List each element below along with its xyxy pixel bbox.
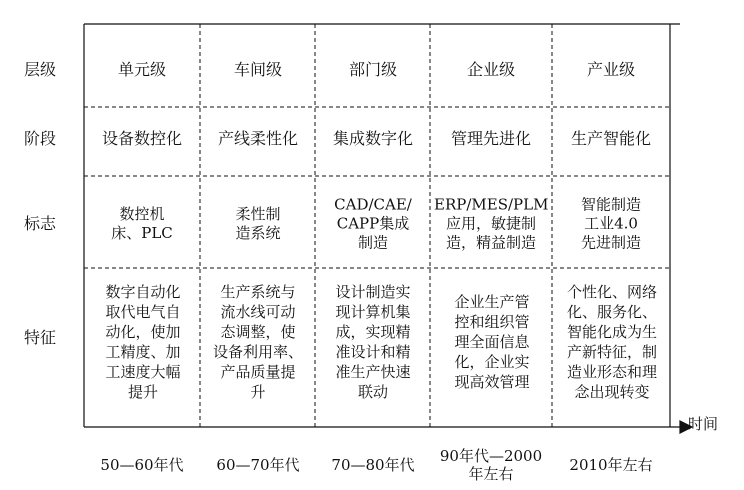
time-label-3: 70—80年代 [331, 456, 415, 474]
time-label-2: 60—70年代 [216, 456, 300, 474]
time-label-1: 50—60年代 [100, 456, 184, 474]
mark-cell-2: 柔性制 造系统 [235, 205, 281, 242]
mark-cell-4: ERP/MES/PLM 应用，敏捷制 造，精益制造 [434, 195, 549, 252]
stage-cell-1: 设备数控化 [101, 129, 182, 148]
row-label-level: 层级 [23, 60, 56, 79]
feature-cell-1: 数字自动化 取代电气自 动化，使加 工精度、加 工速度大幅 提升 [105, 283, 181, 401]
feature-cell-2: 生产系统与 流水线可动 态调整，使 设备利用率、 产品质量提 升 [212, 283, 303, 401]
time-axis-label: 时间 [688, 415, 719, 433]
header-department-level: 部门级 [348, 60, 397, 79]
feature-cell-3: 设计制造实 现计算机集 成，实现精 准设计和精 准生产快速 联动 [335, 283, 411, 401]
mark-cell-5: 智能制造 工业4.0 先进制造 [580, 195, 641, 252]
feature-cell-4: 企业生产管 控和组织管 理全面信息 化，企业实 现高效管理 [454, 293, 530, 391]
mark-cell-1: 数控机 床、PLC [111, 205, 173, 242]
time-label-4: 90年代—2000 年左右 [439, 447, 543, 483]
header-enterprise-level: 企业级 [466, 60, 515, 79]
row-label-mark: 标志 [23, 214, 56, 233]
row-label-feature: 特征 [23, 328, 56, 347]
stage-cell-5: 生产智能化 [570, 129, 651, 148]
stage-cell-2: 产线柔性化 [217, 129, 298, 148]
header-industry-level: 产业级 [586, 60, 635, 79]
feature-cell-5: 个性化、网络 化、服务化、 智能化成为生 产新特征，制 造业形态和理 念出现转变 [566, 283, 657, 401]
header-unit-level: 单元级 [117, 60, 166, 79]
row-label-stage: 阶段 [23, 129, 56, 148]
stage-cell-3: 集成数字化 [332, 129, 413, 148]
stage-cell-4: 管理先进化 [450, 129, 531, 148]
header-workshop-level: 车间级 [233, 60, 282, 79]
time-label-5: 2010年左右 [569, 456, 653, 474]
mark-cell-3: CAD/CAE/ CAPP集成 制造 [334, 195, 412, 252]
